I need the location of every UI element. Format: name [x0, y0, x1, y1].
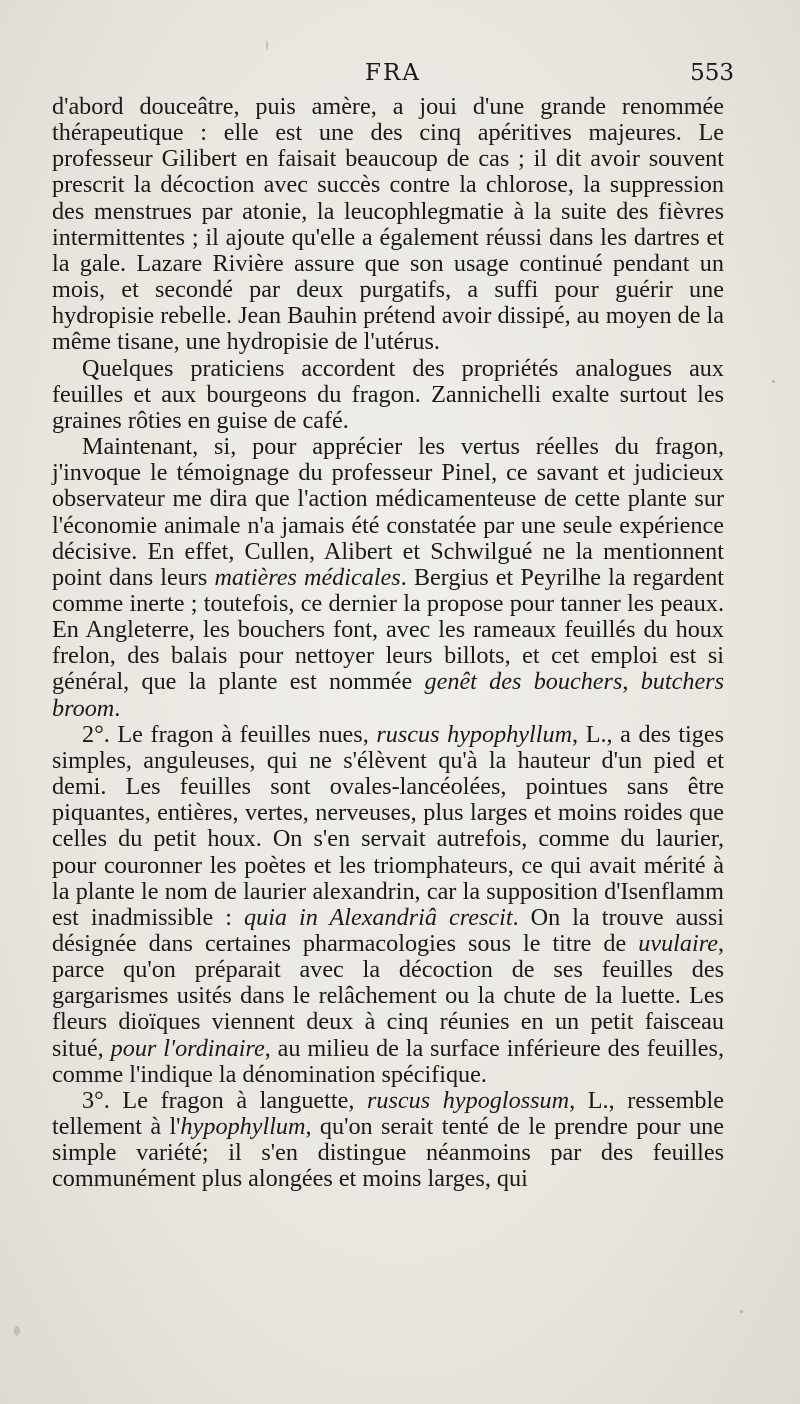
- page-number: 553: [690, 60, 734, 86]
- paragraph-2: [52, 356, 724, 434]
- italic-term: hypophyllum: [180, 1113, 306, 1141]
- text-run: Maintenant, si, pour apprécier les vertus réelles du fragon, j'invoque le témoignage du professeur Pinel, ce savant et judicieux observateur me dira que l'action médicamenteuse de cette plante sur l'économie animale n'a jamais été constatée par une seule expérience décisive. En effet, Cullen, Alibert et Schwilgué ne la mentionnent point dans leurs: [52, 433, 724, 591]
- italic-term: butchers broom: [52, 668, 725, 722]
- paper-speck: [14, 1326, 20, 1336]
- paragraph-1: [52, 94, 724, 356]
- page-header: [52, 58, 734, 92]
- text-run: , L., ressemble tellement à l': [52, 1086, 724, 1141]
- text-run: 3°. Le fragon à languette,: [82, 1086, 367, 1114]
- text-run: .: [114, 694, 121, 722]
- italic-term: uvulaire: [638, 930, 718, 957]
- italic-term: pour l'ordinaire: [110, 1034, 265, 1062]
- paper-speck: [266, 40, 268, 50]
- italic-term: quia in Alexandriâ crescit: [244, 903, 513, 931]
- text-run: . Bergius et Peyrilhe la regardent comme inerte ; toutefois, ce dernier la propose pour tanner les peaux. En Angleterre, les bouchers font, avec les rameaux feuillés du houx frelon, des balais pour nettoyer leurs billots, et cet emploi est si général, que la plante est nommée: [52, 563, 725, 696]
- text-run: , L., a des tiges simples, anguleuses, qui ne s'élèvent qu'à la hauteur d'un pied et demi. Les feuilles sont ovales-lancéolées, pointues sans être piquantes, entières, vertes, nerveuses, plus larges et moins roides que celles du petit houx. On s'en servait autrefois, comme du laurier, pour couronner les poètes et les triomphateurs, ce qui avait mérité à la plante le nom de laurier alexandrin, car la supposition d'Isenflamm est inadmissible :: [52, 720, 725, 931]
- italic-term: genêt des bouchers: [424, 668, 623, 696]
- italic-term: ruscus hypoglossum: [367, 1086, 570, 1114]
- paragraph-5: [52, 1088, 724, 1193]
- paper-speck: [772, 380, 775, 383]
- italic-term: ruscus hypophyllum: [376, 720, 573, 748]
- paragraph-3: [52, 434, 724, 722]
- text-run: , qu'on serait tenté de le prendre pour une simple variété; il s'en distingue néanmoins par des feuilles communément plus alongées et moins larges, qui: [52, 1113, 724, 1193]
- running-head: FRA: [365, 60, 421, 86]
- text-run: 2°. Le fragon à feuilles nues,: [82, 720, 377, 748]
- paragraph-4: [52, 722, 724, 1088]
- text-run: ,: [622, 668, 641, 696]
- body-text: [52, 94, 724, 1193]
- text-run: . On la trouve aussi désignée dans certaines pharmacologies sous le titre de: [52, 903, 724, 957]
- text-run: , parce qu'on préparait avec la décoction de ses feuilles des gargarismes usités dans le relâchement ou la chute de la luette. Les fleurs dioïques viennent deux à cinq réunies en un petit faisceau situé,: [52, 930, 724, 1062]
- text-run: , au milieu de la surface inférieure des feuilles, comme l'indique la dénomination spécifique.: [52, 1034, 725, 1088]
- text-run: Quelques praticiens accordent des propriétés analogues aux feuilles et aux bourgeons du fragon. Zannichelli exalte surtout les graines rôties en guise de café.: [52, 354, 724, 434]
- paper-speck: [740, 1310, 743, 1313]
- text-run: d'abord douceâtre, puis amère, a joui d'une grande renommée thérapeutique : elle est une des cinq apéritives majeures. Le professeur Gilibert en faisait beaucoup de cas ; il dit avoir souvent prescrit la décoction avec succès contre la chlorose, la suppression des menstrues par atonie, la leucophlegmatie à la suite des fièvres intermittentes ; il ajoute qu'elle a également réussi dans les dartres et la gale. Lazare Rivière assure que son usage continué pendant un mois, et secondé par deux purgatifs, a suffi pour guérir une hydropisie rebelle. Jean Bauhin prétend avoir dissipé, au moyen de la même tisane, une hydropisie de l'utérus.: [52, 93, 724, 356]
- italic-term: matières médicales: [214, 563, 401, 591]
